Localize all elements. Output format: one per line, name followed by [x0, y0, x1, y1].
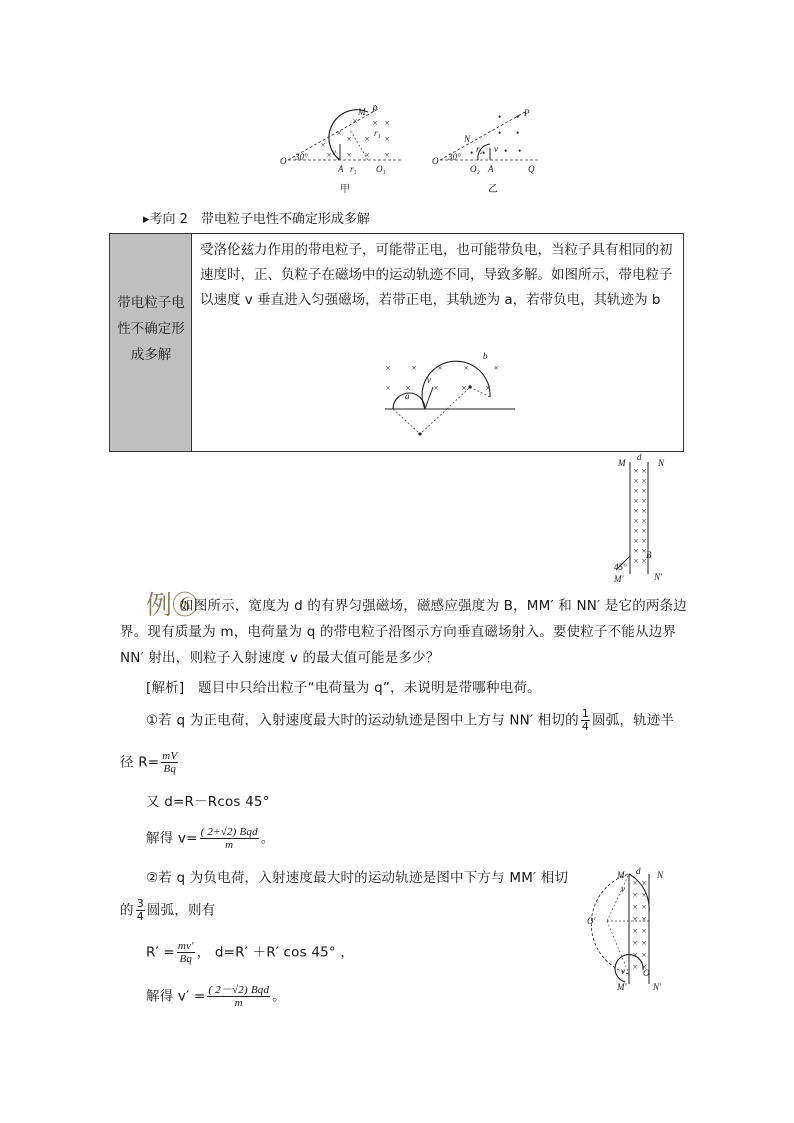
field-dot: • — [482, 148, 486, 158]
label-A: A — [338, 164, 344, 174]
field-cross: × — [326, 150, 333, 160]
label-d: d — [636, 866, 641, 876]
label-M: M — [617, 870, 625, 880]
field-cross: × — [641, 914, 648, 924]
equation-2: 又 d=R－Rcos 45° — [146, 794, 270, 810]
label-O: O — [280, 156, 287, 166]
field-cross: × — [463, 363, 470, 373]
label-O-prime: O′ — [587, 916, 596, 926]
field-cross: × — [641, 962, 648, 972]
label-M: M — [618, 458, 626, 468]
field-cross: × — [632, 902, 639, 912]
field-cross: × — [633, 546, 640, 556]
field-dot: • — [516, 128, 520, 138]
label-r2: r₂ — [476, 144, 483, 154]
field-dot: • — [516, 112, 520, 122]
field-cross: × — [384, 150, 391, 160]
figure-jia — [280, 100, 410, 200]
solution-1: 解得 v= $\frac{\text{( 2+√2) Bqd}}{m}$ 。 — [146, 826, 275, 851]
label-N: N — [658, 458, 665, 468]
label-N-prime: N′ — [653, 982, 661, 992]
field-cross: × — [641, 486, 648, 496]
field-cross: × — [633, 466, 640, 476]
field-cross: × — [437, 363, 444, 373]
label-P: P — [372, 104, 378, 114]
field-cross: × — [364, 150, 371, 160]
label-d: d — [637, 452, 642, 462]
field-cross: × — [633, 496, 640, 506]
field-cross: × — [384, 134, 391, 144]
label-N: N — [657, 870, 664, 880]
label-v2: v — [621, 966, 625, 976]
label-B: B — [646, 550, 652, 560]
field-cross: × — [633, 526, 640, 536]
field-cross: × — [461, 383, 468, 393]
solution-2: 解得 v′ = $\frac{\text{( 2－√2) Bqd}}{m}$ 。 — [146, 984, 286, 1009]
label-v: v — [621, 884, 625, 894]
field-cross: × — [632, 914, 639, 924]
example-line-1: 如图所示，宽度为 d 的有界匀强磁场，磁感应强度为 B，MM′ 和 NN′ 是它的两条边 — [180, 598, 688, 614]
field-cross: × — [641, 950, 648, 960]
label-O2: O₂ — [470, 164, 480, 174]
label-O: O — [643, 968, 650, 978]
field-dot: • — [470, 148, 474, 158]
label-M-prime: M′ — [617, 982, 627, 992]
label-v: v — [332, 147, 336, 157]
label-angle: 45° — [614, 562, 627, 572]
analysis-line: [解析] 题目中只给出粒子“电荷量为 q”，未说明是带哪种电荷。 — [146, 680, 541, 696]
label-v: v — [427, 375, 431, 385]
field-cross: × — [641, 938, 648, 948]
trajectory-figure — [375, 349, 525, 439]
field-cross: × — [641, 496, 648, 506]
field-dot: • — [498, 128, 502, 138]
table-left-cell: 带电粒子电性不确定形成多解 — [110, 234, 192, 451]
field-cross: × — [633, 476, 640, 486]
case1-line: ①若 q 为正电荷，入射速度最大时的运动轨迹是图中上方与 NN′ 相切的 $\frac{1}{4}$ 圆弧，轨迹半 — [146, 707, 675, 733]
label-angle: 30° — [295, 152, 308, 162]
label-angle: 30° — [448, 152, 461, 162]
field-cross: × — [320, 140, 327, 150]
label-Q: Q — [528, 164, 535, 174]
radius-line: 径 R= $\frac{mV}{Bq}$ — [120, 750, 178, 775]
field-cross: × — [372, 118, 379, 128]
caption-yi: 乙 — [488, 184, 498, 195]
field-cross: × — [641, 516, 648, 526]
field-cross: × — [433, 383, 440, 393]
label-P: P — [524, 108, 530, 118]
bottom-figure — [585, 866, 685, 996]
field-cross: × — [411, 363, 418, 373]
example-figure — [610, 452, 680, 587]
example-mark: 例⑥ — [146, 591, 199, 620]
field-cross: × — [485, 383, 492, 393]
field-cross: × — [641, 556, 648, 566]
field-cross: × — [641, 506, 648, 516]
case2-line-2: 的 $\frac{3}{4}$ 圆弧，则有 — [120, 897, 216, 923]
field-cross: × — [632, 878, 639, 888]
section-heading: ▸考向 2 带电粒子电性不确定形成多解 — [143, 212, 370, 227]
field-cross: × — [641, 536, 648, 546]
label-N: N — [464, 134, 471, 144]
case2-line: ②若 q 为负电荷，入射速度最大时的运动轨迹是图中下方与 MM′ 相切 — [146, 870, 569, 886]
field-cross: × — [632, 962, 639, 972]
field-cross: × — [352, 116, 359, 126]
field-cross: × — [641, 546, 648, 556]
field-cross: × — [405, 383, 412, 393]
field-cross: × — [632, 890, 639, 900]
label-A: A — [488, 164, 494, 174]
equation-3: R′ = $\frac{mv'}{Bq}$ ， d=R′ ＋R′ cos 45° ， — [146, 940, 355, 965]
field-cross: × — [493, 363, 500, 373]
field-cross: × — [364, 134, 371, 144]
example-line-3: NN′ 射出，则粒子入射速度 v 的最大值可能是多少？ — [120, 650, 440, 666]
field-dot: • — [498, 112, 502, 122]
label-b: b — [483, 351, 488, 361]
field-cross: × — [385, 363, 392, 373]
table-right-cell: 受洛伦兹力作用的带电粒子，可能带正电，也可能带负电，当粒子具有相同的初速度时，正、负粒子在磁场中的运动轨迹不同，导致多解。如图所示，带电粒子以速度 v 垂直进入匀强磁场，若带正电，其轨迹为 a，若带负电，其轨迹为 b — [200, 242, 673, 308]
field-cross: × — [641, 902, 648, 912]
field-cross: × — [641, 476, 648, 486]
field-cross: × — [633, 516, 640, 526]
field-dot: • — [504, 146, 508, 156]
label-v: v — [494, 144, 498, 154]
field-cross: × — [633, 486, 640, 496]
label-N-prime: N′ — [654, 572, 662, 582]
field-cross: × — [633, 536, 640, 546]
field-cross: × — [632, 926, 639, 936]
field-dot: • — [518, 146, 522, 156]
field-cross: × — [641, 878, 648, 888]
field-cross: × — [641, 466, 648, 476]
label-O: O — [432, 156, 439, 166]
field-cross: × — [385, 383, 392, 393]
caption-jia: 甲 — [340, 184, 350, 195]
field-cross: × — [641, 526, 648, 536]
field-cross: × — [633, 556, 640, 566]
label-M: M — [358, 107, 366, 117]
label-O1: O₁ — [376, 164, 386, 174]
field-cross: × — [641, 890, 648, 900]
field-cross: × — [641, 926, 648, 936]
figure-yi — [430, 100, 550, 200]
field-cross: × — [336, 128, 343, 138]
field-cross: × — [632, 938, 639, 948]
label-M-prime: M′ — [614, 574, 624, 584]
field-cross: × — [632, 950, 639, 960]
field-cross: × — [346, 134, 353, 144]
info-table — [109, 233, 684, 452]
field-cross: × — [346, 150, 353, 160]
field-cross: × — [633, 506, 640, 516]
label-a: a — [405, 391, 410, 401]
label-r1: r₁ — [350, 164, 357, 174]
field-cross: × — [384, 118, 391, 128]
label-r1b: r₁ — [374, 128, 381, 138]
example-line-2: 界。现有质量为 m，电荷量为 q 的带电粒子沿图示方向垂直磁场射入。要使粒子不能从边界 — [120, 624, 677, 640]
